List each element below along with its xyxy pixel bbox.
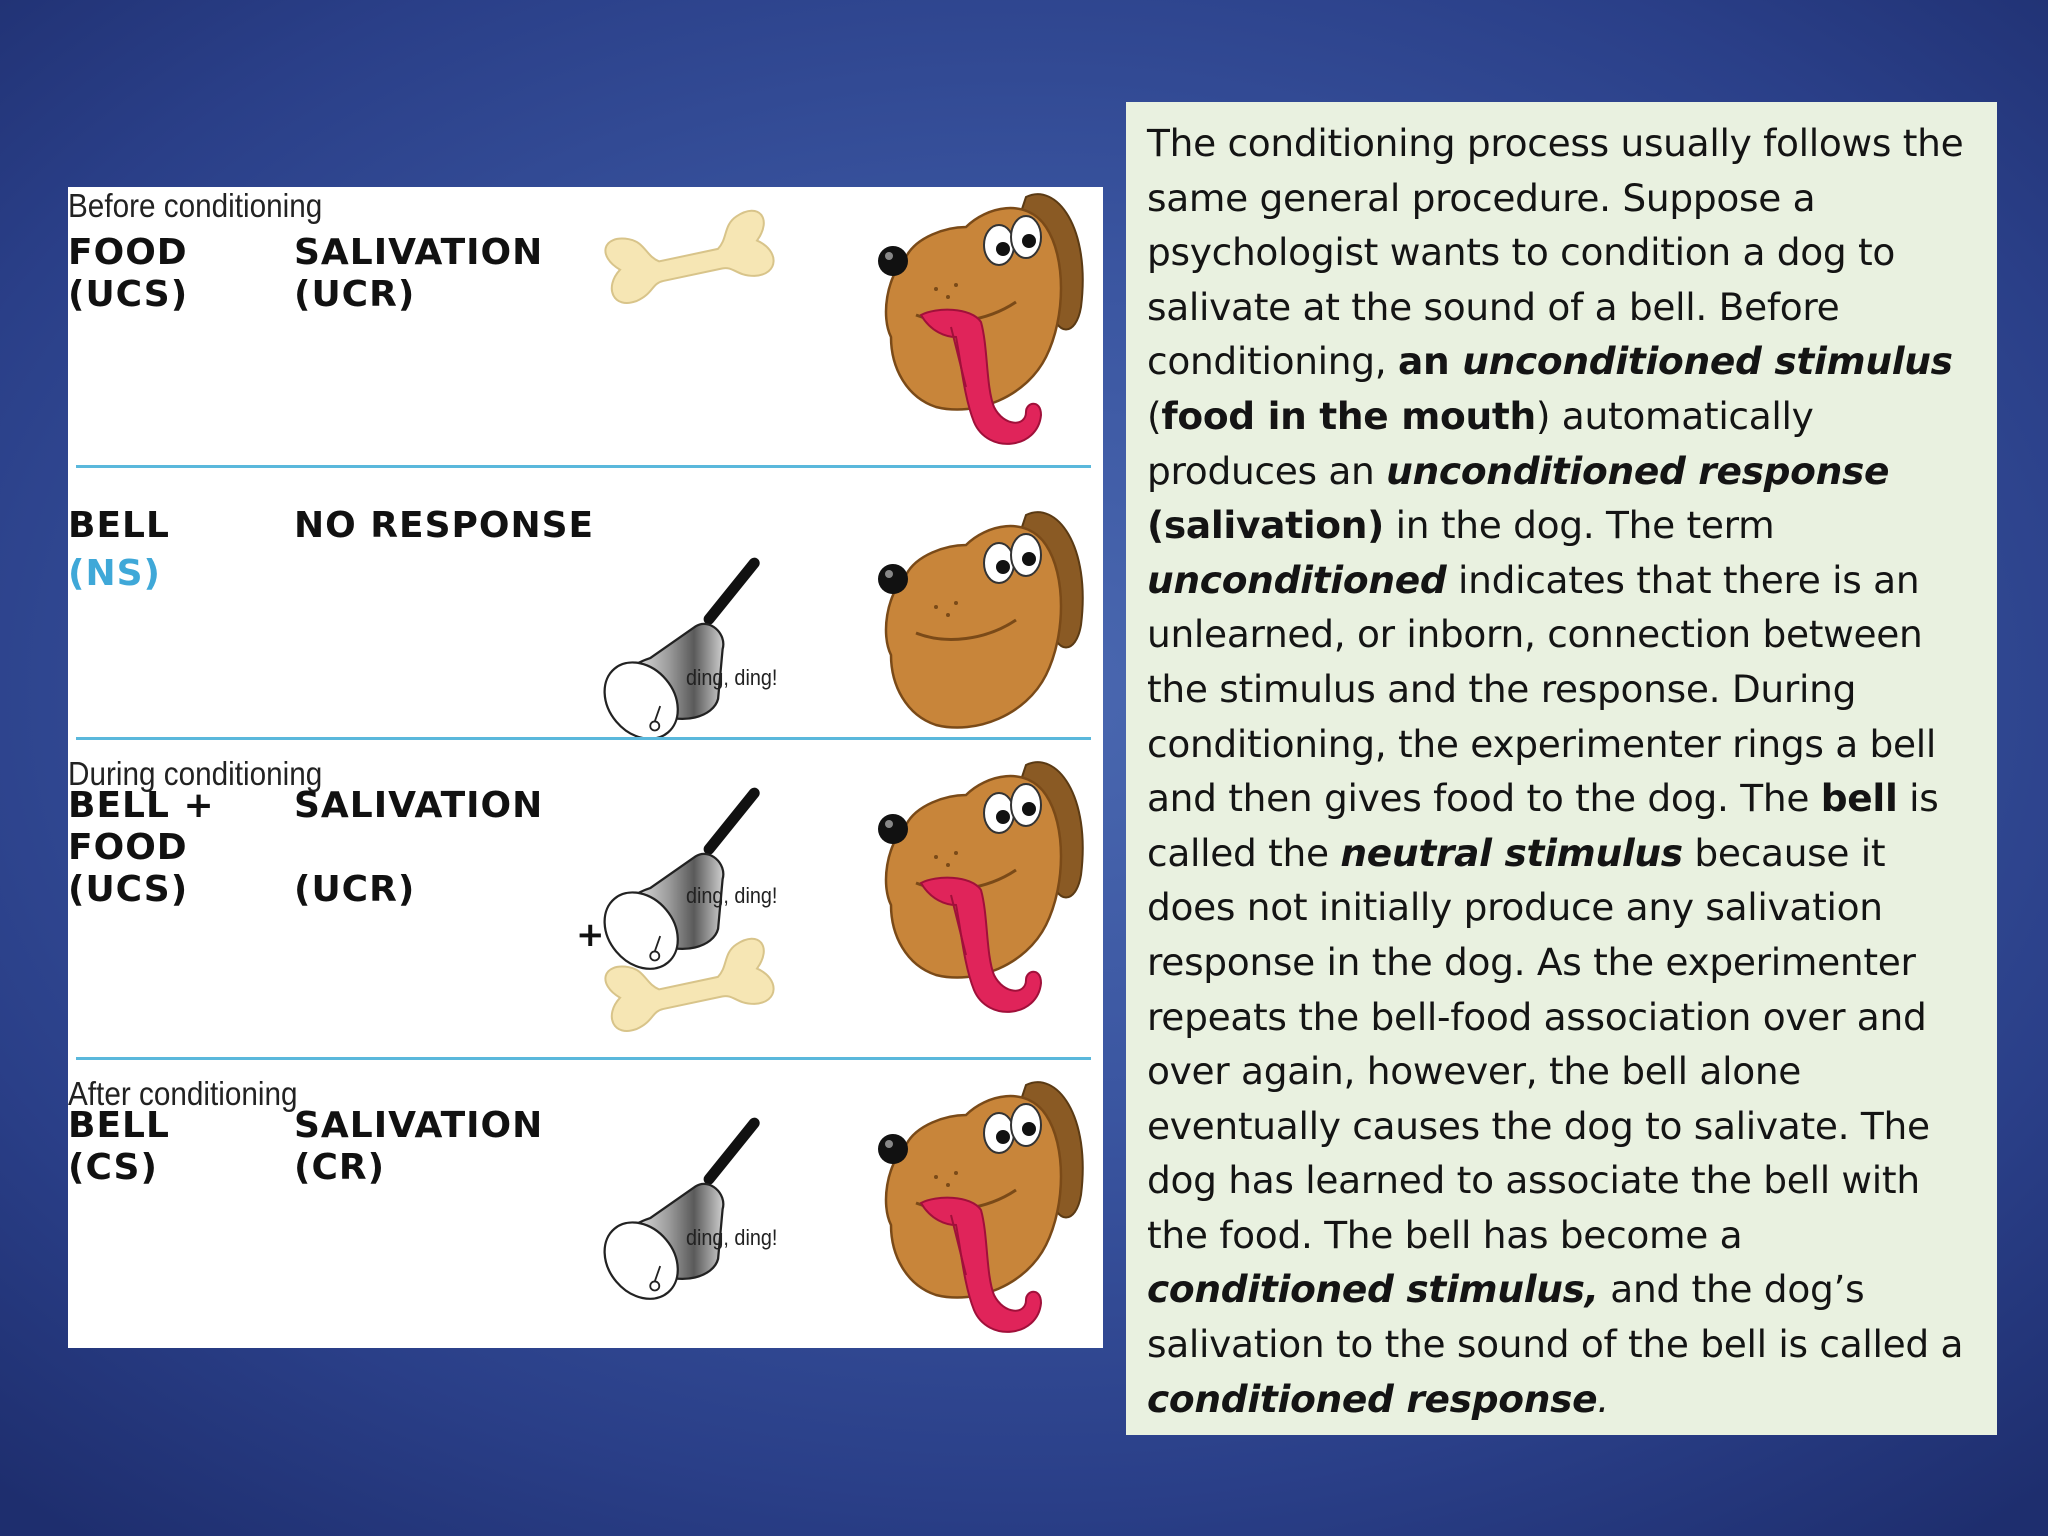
term-unconditioned-stimulus: unconditioned stimulus bbox=[1462, 339, 1953, 384]
term-bell: bell bbox=[1820, 776, 1898, 821]
response-label: NO RESPONSE bbox=[294, 505, 595, 546]
term-conditioned-response: conditioned response bbox=[1147, 1376, 1598, 1421]
term-unconditioned: unconditioned bbox=[1147, 557, 1447, 602]
text-run: ) automatically produces an bbox=[1147, 393, 1814, 493]
text-run: in the dog. The term bbox=[1384, 503, 1775, 548]
stimulus-label: FOOD (UCS) bbox=[68, 232, 189, 315]
bell-caption: ding, ding! bbox=[686, 883, 778, 908]
salivating-dog-icon bbox=[876, 755, 1096, 1025]
dog-icon bbox=[876, 505, 1096, 745]
stage-during-conditioning bbox=[68, 755, 1103, 1055]
bell-icon bbox=[600, 545, 800, 735]
plus-sign: + bbox=[576, 915, 605, 955]
term-conditioned-stimulus: conditioned stimulus, bbox=[1147, 1267, 1599, 1312]
stage-heading: After conditioning bbox=[68, 1075, 298, 1112]
description-box bbox=[1126, 102, 1997, 1435]
stage-heading: During conditioning bbox=[68, 755, 323, 792]
stage-before-conditioning bbox=[68, 187, 1103, 467]
text-run: is called the bbox=[1147, 776, 1939, 875]
response-label: SALIVATION (UCR) bbox=[294, 232, 544, 315]
stimulus-label: BELL + FOOD (UCS) bbox=[68, 785, 215, 910]
stage-heading: Before conditioning bbox=[68, 187, 323, 224]
bell-icon bbox=[600, 775, 800, 965]
classical-conditioning-figure bbox=[68, 187, 1103, 1348]
bone-icon bbox=[590, 945, 790, 1045]
stimulus-label: BELL (CS) bbox=[68, 1105, 170, 1188]
salivating-dog-icon bbox=[876, 187, 1096, 457]
text-run: ( bbox=[1147, 393, 1162, 438]
response-label: SALIVATION (UCR) bbox=[294, 785, 544, 910]
stage-neutral-stimulus bbox=[68, 505, 1103, 745]
term-neutral-stimulus: neutral stimulus bbox=[1340, 830, 1683, 875]
response-label: SALIVATION (CR) bbox=[294, 1105, 544, 1188]
description-paragraph bbox=[1147, 116, 1977, 1426]
text-run: . bbox=[1597, 1376, 1609, 1421]
stage-divider bbox=[76, 465, 1091, 468]
bell-icon bbox=[600, 1105, 800, 1295]
text-run-bold: an bbox=[1398, 339, 1463, 384]
stimulus-label: BELL bbox=[68, 505, 170, 546]
term-salivation: (salivation) bbox=[1147, 503, 1385, 548]
text-run: indicates that there is an unlearned, or inborn, connection between the stimulus and the response. During conditioning, the experimenter rings a bell and then gives food to the dog. The bbox=[1147, 557, 1937, 821]
salivating-dog-icon bbox=[876, 1075, 1096, 1345]
text-run: because it does not initially produce any salivation response in the dog. As the experimenter repeats the bell-food association over and over again, however, the bell alone eventually causes the dog to salivate. The dog has learned to associate the bell with the food. The bell has become a bbox=[1147, 830, 1930, 1257]
stage-divider bbox=[76, 1057, 1091, 1060]
bone-icon bbox=[590, 217, 790, 317]
bell-caption: ding, ding! bbox=[686, 1225, 778, 1250]
stage-divider bbox=[76, 737, 1091, 740]
term-food-in-mouth: food in the mouth bbox=[1161, 393, 1536, 438]
bell-caption: ding, ding! bbox=[686, 665, 778, 690]
term-unconditioned-response: unconditioned response bbox=[1386, 448, 1890, 493]
text-run: and the dog’s salivation to the sound of the bell is called a bbox=[1147, 1267, 1964, 1367]
stage-after-conditioning bbox=[68, 1075, 1103, 1348]
text-run: The conditioning process usually follows the same general procedure. Suppose a psychologist wants to condition a dog to salivate at the sound of a bell. Before conditioning, bbox=[1147, 121, 1964, 384]
neutral-stimulus-note: (NS) bbox=[68, 553, 161, 594]
